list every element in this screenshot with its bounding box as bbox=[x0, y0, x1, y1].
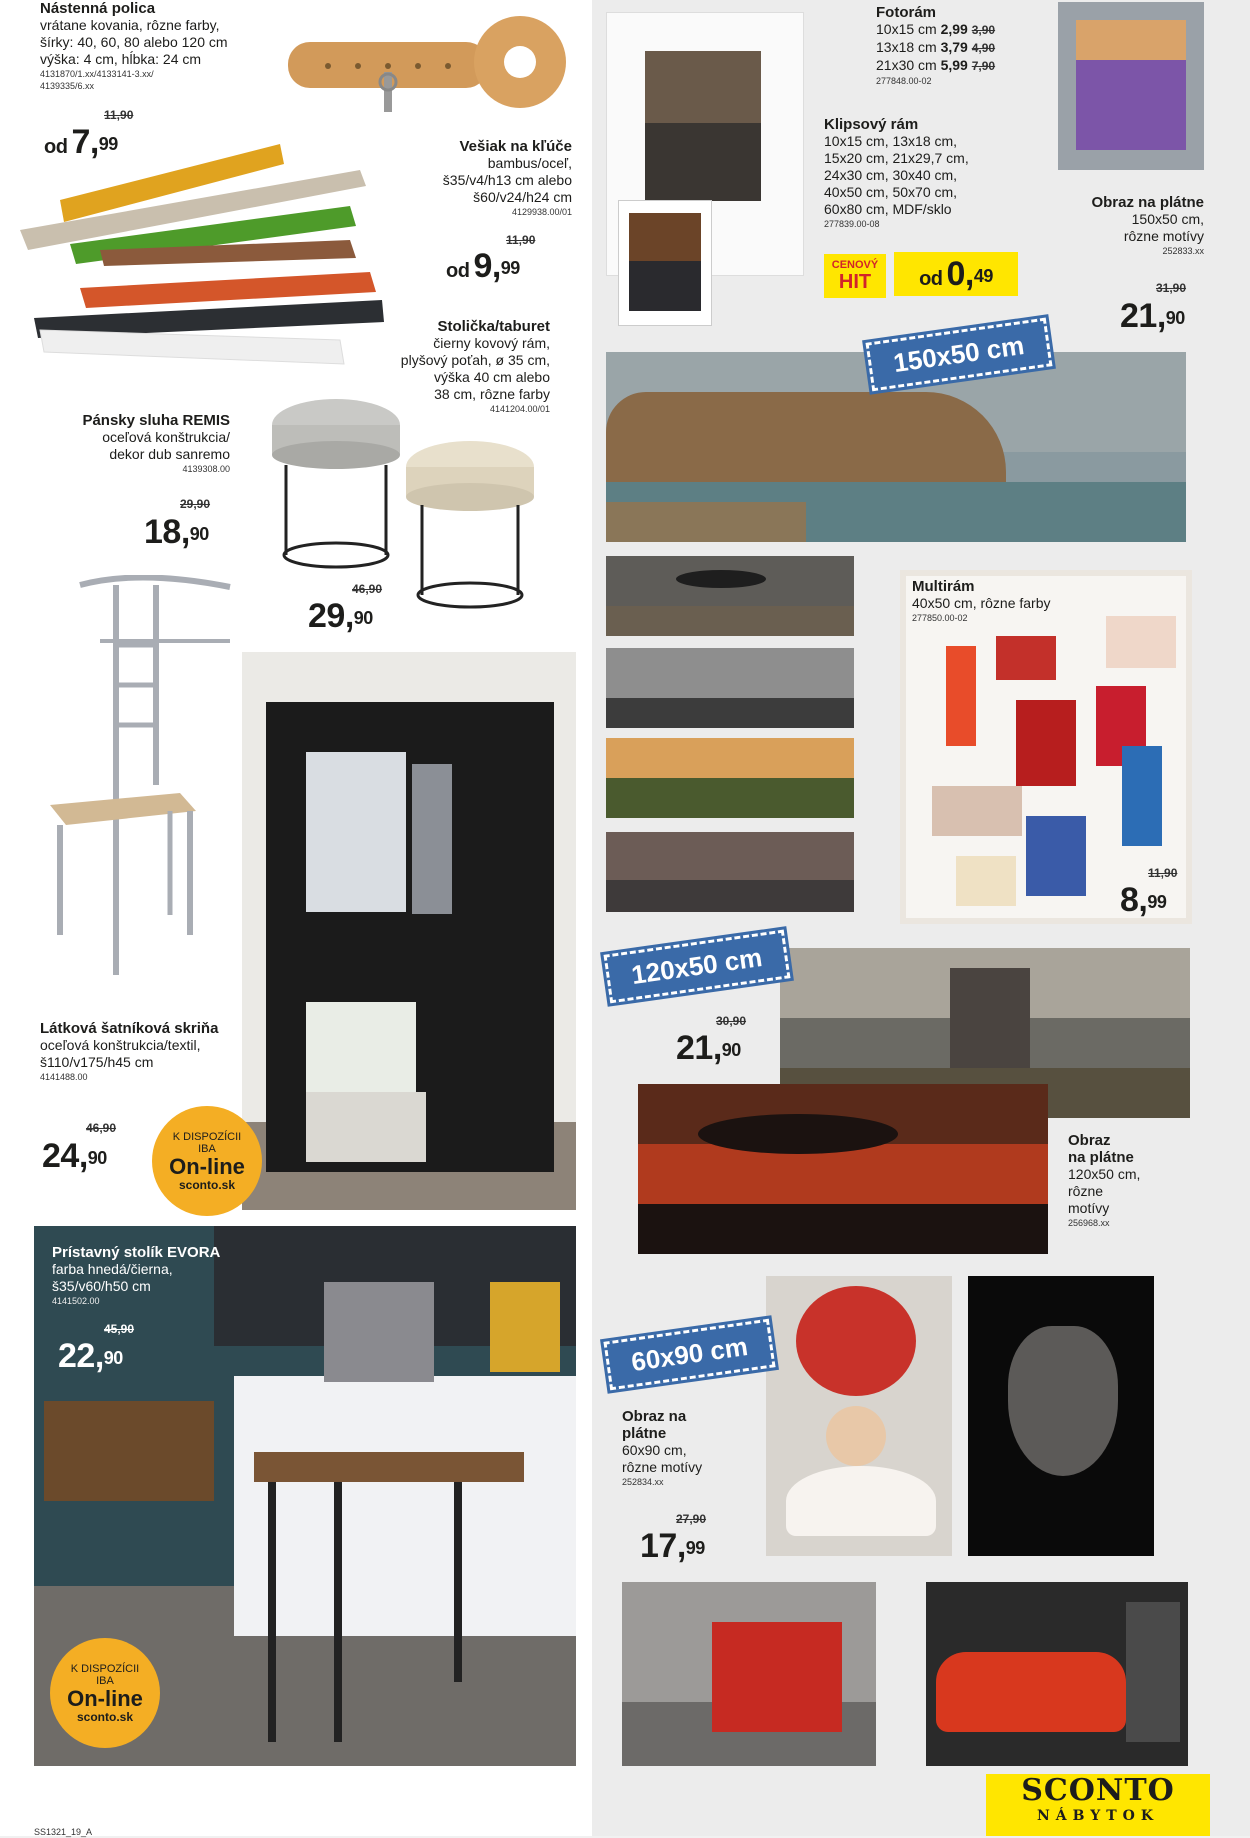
clip-frame-block bbox=[824, 116, 1004, 230]
photo-frame-row-2 bbox=[876, 39, 1016, 57]
stool-price-int: 29, bbox=[308, 597, 354, 635]
canvas-150-price-int: 21, bbox=[1120, 297, 1166, 335]
shelf-block bbox=[40, 0, 280, 92]
pier-canvas-image bbox=[606, 832, 854, 912]
canvas-120-price bbox=[676, 1030, 741, 1066]
valet-code: 4139308.00 bbox=[182, 464, 230, 474]
clip-frame-price-int: 0, bbox=[946, 255, 974, 293]
photo-frame-old-2: 4,90 bbox=[971, 41, 996, 55]
canvas-150-code: 252833.xx bbox=[1162, 246, 1204, 256]
mustang-canvas-image bbox=[926, 1582, 1188, 1766]
sconto-logo-subtext: NÁBYTOK bbox=[1036, 1808, 1160, 1824]
side-table-block bbox=[52, 1244, 272, 1307]
multiframe-price-dec: 99 bbox=[1147, 892, 1167, 912]
valet-title: Pánsky sluha REMIS bbox=[82, 412, 230, 429]
clip-frame-desc-2: 15x20 cm, 21x29,7 cm, bbox=[824, 150, 969, 166]
online-badge-line4: sconto.sk bbox=[76, 1709, 133, 1724]
stool-desc-3: výška 40 cm alebo bbox=[434, 369, 550, 385]
cenovy-hit-line2: HIT bbox=[838, 271, 872, 293]
wardrobe-image bbox=[242, 652, 576, 1210]
key-hanger-price-dec: 99 bbox=[500, 258, 520, 278]
photo-frame-title: Fotorám bbox=[876, 4, 936, 21]
online-badge-line1: K DISPOZÍCII bbox=[70, 1662, 140, 1675]
photo-frame-size-2: 13x18 cm bbox=[876, 39, 937, 55]
canvas-120-desc-3: motívy bbox=[1068, 1200, 1110, 1216]
canvas-60-block bbox=[622, 1408, 752, 1488]
canvas-120-block bbox=[1068, 1132, 1208, 1229]
online-badge-side-table[interactable] bbox=[50, 1638, 160, 1748]
multiframe-price bbox=[1120, 882, 1166, 918]
online-badge-wardrobe[interactable] bbox=[152, 1106, 262, 1216]
wardrobe-old-price: 46,90 bbox=[86, 1121, 117, 1135]
canvas-150-price-dec: 90 bbox=[1165, 308, 1185, 328]
wardrobe-price-dec: 90 bbox=[87, 1148, 107, 1168]
canvas-150-desc-2: rôzne motívy bbox=[1123, 228, 1204, 244]
bridge-canvas-image bbox=[606, 648, 854, 728]
wardrobe-desc-2: š110/v175/h45 cm bbox=[40, 1054, 154, 1070]
key-hanger-title: Vešiak na kľúče bbox=[459, 138, 572, 155]
shelf-od: od bbox=[44, 136, 68, 158]
multiframe-desc: 40x50 cm, rôzne farby bbox=[912, 595, 1051, 611]
clip-frame-desc-4: 40x50 cm, 50x70 cm, bbox=[824, 184, 958, 200]
key-hanger-desc-2: š35/v4/h13 cm alebo bbox=[442, 172, 572, 188]
photo-frame-row-1 bbox=[876, 21, 1016, 39]
stool-desc-2: plyšový poťah, ø 35 cm, bbox=[400, 352, 550, 368]
multiframe-old-price: 11,90 bbox=[1148, 866, 1178, 880]
shelf-desc-3: výška: 4 cm, hĺbka: 24 cm bbox=[40, 51, 202, 67]
wardrobe-code: 4141488.00 bbox=[40, 1072, 88, 1082]
canvas-60-price-int: 17, bbox=[640, 1527, 686, 1565]
online-badge-line3: On-line bbox=[169, 1153, 245, 1179]
photo-frame-price-2: 3,79 bbox=[940, 39, 968, 55]
canvas-120-price-int: 21, bbox=[676, 1029, 722, 1067]
canvas-120-size-badge: 120x50 cm bbox=[603, 930, 790, 1004]
canvas-120-code: 256968.xx bbox=[1068, 1218, 1110, 1228]
clip-frame-desc-5: 60x80 cm, MDF/sklo bbox=[824, 201, 952, 217]
footer-code: SS1321_19_A bbox=[34, 1827, 93, 1837]
wardrobe-block bbox=[40, 1020, 250, 1083]
wardrobe-title: Látková šatníková skriňa bbox=[40, 1020, 219, 1037]
key-hanger-block bbox=[330, 138, 572, 218]
tree-canvas-image bbox=[606, 556, 854, 636]
lavender-canvas-image bbox=[1058, 2, 1204, 170]
multiframe-title: Multirám bbox=[912, 578, 975, 595]
stool-old-price: 46,90 bbox=[352, 582, 383, 596]
valet-price bbox=[144, 514, 209, 550]
wardrobe-price bbox=[42, 1138, 107, 1174]
canvas-150-block bbox=[1020, 194, 1204, 257]
shelf-desc-1: vrátane kovania, rôzne farby, bbox=[40, 17, 220, 33]
photo-frame-size-3: 21x30 cm bbox=[876, 57, 937, 73]
cenovy-hit-line1: CENOVÝ bbox=[831, 259, 879, 271]
canvas-120-price-dec: 90 bbox=[721, 1040, 741, 1060]
marilyn-canvas-image bbox=[766, 1276, 952, 1556]
key-hanger-image bbox=[288, 12, 568, 132]
multiframe-block bbox=[912, 578, 1112, 624]
canvas-60-size-badge: 60x90 cm bbox=[603, 1319, 775, 1391]
photo-frame-old-1: 3,90 bbox=[971, 23, 996, 37]
photo-frame-code: 277848.00-02 bbox=[876, 76, 932, 86]
shelf-code-2: 4139335/6.xx bbox=[40, 81, 95, 91]
canvas-150-price bbox=[1120, 298, 1185, 334]
shelf-desc-2: šírky: 40, 60, 80 alebo 120 cm bbox=[40, 34, 228, 50]
canvas-60-desc-2: rôzne motívy bbox=[622, 1459, 703, 1475]
sconto-logo[interactable] bbox=[986, 1774, 1210, 1836]
clip-frame-price bbox=[894, 252, 1018, 296]
shelf-code-1: 4131870/1.xx/4133141-3.xx/ bbox=[40, 69, 154, 79]
stool-desc-1: čierny kovový rám, bbox=[433, 335, 550, 351]
clip-frame-desc-1: 10x15 cm, 13x18 cm, bbox=[824, 133, 958, 149]
canvas-120-title-2: na plátne bbox=[1068, 1149, 1134, 1166]
online-badge-line1: K DISPOZÍCII bbox=[172, 1130, 242, 1143]
canvas-60-title-1: Obraz na bbox=[622, 1408, 687, 1425]
key-hanger-price bbox=[446, 248, 520, 289]
canvas-150-size-badge: 150x50 cm bbox=[865, 318, 1052, 392]
shelf-price-int: 7, bbox=[71, 123, 99, 161]
stool-price bbox=[308, 598, 373, 634]
canvas-120-desc-2: rôzne bbox=[1068, 1183, 1104, 1199]
key-hanger-price-int: 9, bbox=[473, 247, 501, 285]
side-table-price-int: 22, bbox=[58, 1337, 104, 1375]
clip-frame-code: 277839.00-08 bbox=[824, 219, 880, 229]
wardrobe-price-int: 24, bbox=[42, 1137, 88, 1175]
stool-title: Stolička/taburet bbox=[437, 318, 550, 335]
side-table-code: 4141502.00 bbox=[52, 1296, 100, 1306]
valet-price-int: 18, bbox=[144, 513, 190, 551]
key-hanger-desc-3: š60/v24/h24 cm bbox=[473, 189, 572, 205]
canvas-120-desc-1: 120x50 cm, bbox=[1068, 1166, 1141, 1182]
clip-frame-title: Klipsový rám bbox=[824, 116, 919, 133]
canvas-60-price bbox=[640, 1528, 705, 1564]
canvas-60-price-dec: 99 bbox=[685, 1538, 705, 1558]
sconto-logo-text: SCONTO bbox=[1021, 1773, 1175, 1808]
multiframe-code: 277850.00-02 bbox=[912, 613, 968, 623]
clip-frame-od: od bbox=[919, 268, 943, 290]
canvas-150-title: Obraz na plátne bbox=[1091, 194, 1204, 211]
valet-price-dec: 90 bbox=[189, 524, 209, 544]
side-table-price-dec: 90 bbox=[103, 1348, 123, 1368]
key-hanger-od: od bbox=[446, 260, 470, 282]
canvas-120-title-1: Obraz bbox=[1068, 1132, 1111, 1149]
canvas-60-title-2: plátne bbox=[622, 1425, 667, 1442]
stool-desc-4: 38 cm, rôzne farby bbox=[434, 386, 550, 402]
multiframe-price-int: 8, bbox=[1120, 881, 1148, 919]
canvas-150-desc-1: 150x50 cm, bbox=[1131, 211, 1204, 227]
side-table-desc-1: farba hnedá/čierna, bbox=[52, 1261, 173, 1277]
photo-frame-row-3 bbox=[876, 57, 1016, 75]
photo-frame-old-3: 7,90 bbox=[971, 59, 996, 73]
shelf-old-price: 11,90 bbox=[104, 108, 134, 122]
stools-image bbox=[270, 395, 560, 625]
canvas-60-code: 252834.xx bbox=[622, 1477, 664, 1487]
photo-frame-price-1: 2,99 bbox=[940, 21, 968, 37]
grass-canvas-image bbox=[606, 738, 854, 818]
side-table-price bbox=[58, 1338, 123, 1374]
key-hanger-desc-1: bambus/oceľ, bbox=[487, 155, 572, 171]
online-badge-line3: On-line bbox=[67, 1685, 143, 1711]
online-badge-line2: IBA bbox=[96, 1674, 114, 1687]
canvas-60-old-price: 27,90 bbox=[676, 1512, 707, 1526]
wolf-canvas-image bbox=[968, 1276, 1154, 1556]
canvas-120-old-price: 30,90 bbox=[716, 1014, 747, 1028]
side-table-desc-2: š35/v60/h50 cm bbox=[52, 1278, 151, 1294]
photo-frame-size-1: 10x15 cm bbox=[876, 21, 937, 37]
valet-stand-image bbox=[40, 575, 240, 995]
photo-frame-price-3: 5,99 bbox=[940, 57, 968, 73]
canvas-60-desc-1: 60x90 cm, bbox=[622, 1442, 687, 1458]
valet-block bbox=[20, 412, 230, 475]
side-table-old-price: 45,90 bbox=[104, 1322, 135, 1336]
valet-desc-1: oceľová konštrukcia/ bbox=[102, 429, 230, 445]
shelf-title: Nástenná polica bbox=[40, 0, 156, 17]
key-hanger-code: 4129938.00/01 bbox=[511, 207, 572, 217]
clip-frame-price-dec: 49 bbox=[973, 266, 993, 286]
online-badge-line2: IBA bbox=[198, 1142, 216, 1155]
clip-frame-desc-3: 24x30 cm, 30x40 cm, bbox=[824, 167, 958, 183]
stool-price-dec: 90 bbox=[353, 608, 373, 628]
shelf-price-dec: 99 bbox=[98, 134, 118, 154]
online-badge-line4: sconto.sk bbox=[178, 1177, 235, 1192]
cenovy-hit-badge bbox=[824, 254, 886, 298]
valet-old-price: 29,90 bbox=[180, 497, 211, 511]
photo-frame-image bbox=[618, 200, 712, 326]
side-table-title: Prístavný stolík EVORA bbox=[52, 1244, 221, 1261]
photo-frame-block bbox=[876, 4, 1016, 87]
valet-desc-2: dekor dub sanremo bbox=[109, 446, 230, 462]
sunset-tree-canvas-image bbox=[638, 1084, 1048, 1254]
stool-code: 4141204.00/01 bbox=[489, 404, 550, 414]
key-hanger-old-price: 11,90 bbox=[506, 233, 536, 247]
london-bus-canvas-image bbox=[622, 1582, 876, 1766]
canvas-150-old-price: 31,90 bbox=[1156, 281, 1187, 295]
wardrobe-desc-1: oceľová konštrukcia/textil, bbox=[40, 1037, 201, 1053]
